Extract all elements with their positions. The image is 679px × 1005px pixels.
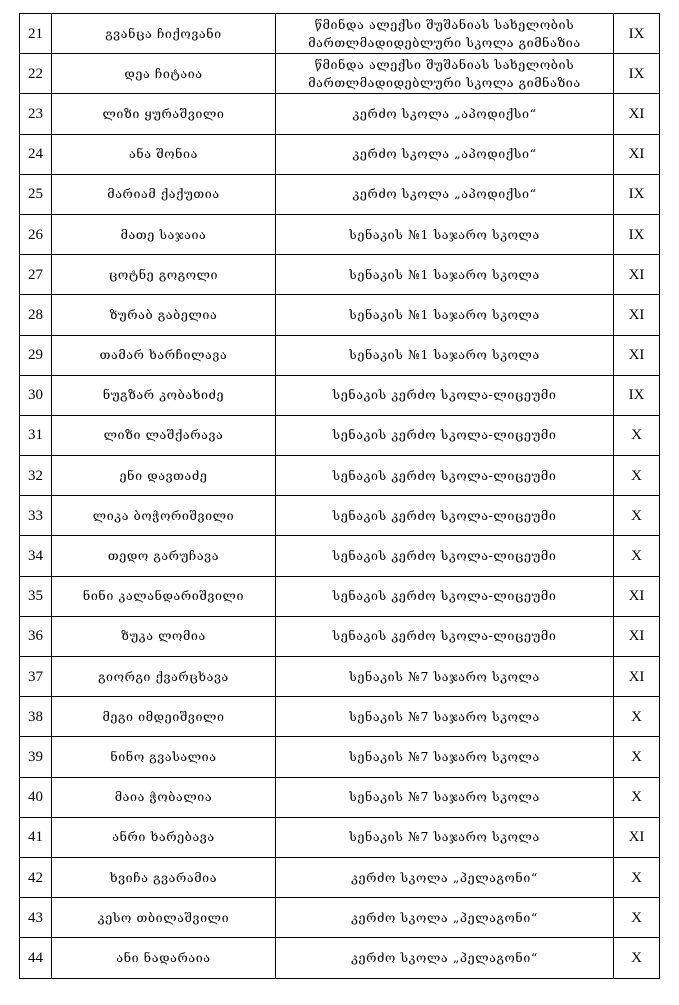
grade-level: XI	[614, 576, 660, 616]
school-name: სენაკის კერძო სკოლა-ლიცეუმი	[276, 496, 614, 536]
school-name: სენაკის კერძო სკოლა-ლიცეუმი	[276, 616, 614, 656]
row-number: 39	[20, 737, 52, 777]
row-number: 42	[20, 857, 52, 897]
table-row	[20, 616, 660, 656]
school-name: კერძო სკოლა „პელაგონი“	[276, 938, 614, 978]
participant-name: ანი ნადარაია	[52, 938, 276, 978]
school-name: კერძო სკოლა „აპოდიქსი“	[276, 134, 614, 174]
row-number: 27	[20, 255, 52, 295]
grade-level: XI	[614, 657, 660, 697]
participant-name: ნუგზარ კობახიძე	[52, 375, 276, 415]
table-row	[20, 295, 660, 335]
participant-name: ენი დავთაძე	[52, 456, 276, 496]
grade-level: X	[614, 898, 660, 938]
table-row	[20, 576, 660, 616]
participant-name: მარიამ ქაქუთია	[52, 174, 276, 214]
table-row	[20, 214, 660, 254]
table-row	[20, 817, 660, 857]
school-name: სენაკის №1 საჯარო სკოლა	[276, 335, 614, 375]
table-row	[20, 857, 660, 897]
school-name: სენაკის №7 საჯარო სკოლა	[276, 697, 614, 737]
grade-level: X	[614, 536, 660, 576]
row-number: 31	[20, 415, 52, 455]
grade-level: XI	[614, 295, 660, 335]
participant-name: ანა შონია	[52, 134, 276, 174]
school-name: წმინდა ალექსი შუშანიას სახელობის მართლმადიდებლური სკოლა გიმნაზია	[276, 14, 614, 54]
participant-name: ლიზი ლაშქარავა	[52, 415, 276, 455]
row-number: 34	[20, 536, 52, 576]
table-row	[20, 496, 660, 536]
table-row	[20, 54, 660, 94]
participant-name: ცოტნე გოგოლი	[52, 255, 276, 295]
participant-name: გვანცა ჩიქოვანი	[52, 14, 276, 54]
grade-level: X	[614, 496, 660, 536]
school-name: სენაკის კერძო სკოლა-ლიცეუმი	[276, 456, 614, 496]
participant-name: ზურაბ გაბელია	[52, 295, 276, 335]
row-number: 43	[20, 898, 52, 938]
grade-level: XI	[614, 94, 660, 134]
participant-name: მეგი იმდეიშვილი	[52, 697, 276, 737]
school-name: სენაკის №1 საჯარო სკოლა	[276, 295, 614, 335]
row-number: 28	[20, 295, 52, 335]
school-name: წმინდა ალექსი შუშანიას სახელობის მართლმადიდებლური სკოლა გიმნაზია	[276, 54, 614, 94]
grade-level: X	[614, 697, 660, 737]
grade-level: XI	[614, 255, 660, 295]
participant-name: მაია ჭობალია	[52, 777, 276, 817]
school-name: სენაკის №7 საჯარო სკოლა	[276, 777, 614, 817]
table-row	[20, 375, 660, 415]
participant-name: გიორგი ქვარცხავა	[52, 657, 276, 697]
table-row	[20, 737, 660, 777]
row-number: 41	[20, 817, 52, 857]
school-name: სენაკის №7 საჯარო სკოლა	[276, 737, 614, 777]
table-row	[20, 255, 660, 295]
row-number: 25	[20, 174, 52, 214]
participant-name: ხვიჩა გვარამია	[52, 857, 276, 897]
row-number: 22	[20, 54, 52, 94]
participant-name: ზუკა ლომია	[52, 616, 276, 656]
school-name: კერძო სკოლა „პელაგონი“	[276, 898, 614, 938]
row-number: 21	[20, 14, 52, 54]
row-number: 36	[20, 616, 52, 656]
table-row	[20, 134, 660, 174]
school-name: კერძო სკოლა „პელაგონი“	[276, 857, 614, 897]
school-name: სენაკის №1 საჯარო სკოლა	[276, 255, 614, 295]
school-name: სენაკის №1 საჯარო სკოლა	[276, 214, 614, 254]
table-row	[20, 335, 660, 375]
grade-level: X	[614, 415, 660, 455]
table-row	[20, 14, 660, 54]
row-number: 38	[20, 697, 52, 737]
table-row	[20, 94, 660, 134]
row-number: 23	[20, 94, 52, 134]
grade-level: XI	[614, 817, 660, 857]
grade-level: IX	[614, 214, 660, 254]
table-row	[20, 456, 660, 496]
school-name: კერძო სკოლა „აპოდიქსი“	[276, 94, 614, 134]
participant-name: თედო გარუჩავა	[52, 536, 276, 576]
school-name: სენაკის კერძო სკოლა-ლიცეუმი	[276, 536, 614, 576]
table-row	[20, 174, 660, 214]
grade-level: X	[614, 777, 660, 817]
grade-level: X	[614, 857, 660, 897]
table-row	[20, 697, 660, 737]
row-number: 29	[20, 335, 52, 375]
participant-name: ლიზი ყურაშვილი	[52, 94, 276, 134]
row-number: 32	[20, 456, 52, 496]
row-number: 33	[20, 496, 52, 536]
table-row	[20, 536, 660, 576]
participant-name: მათე საჯაია	[52, 214, 276, 254]
school-name: სენაკის კერძო სკოლა-ლიცეუმი	[276, 415, 614, 455]
participant-name: ანრი ხარებავა	[52, 817, 276, 857]
school-name: სენაკის №7 საჯარო სკოლა	[276, 817, 614, 857]
row-number: 26	[20, 214, 52, 254]
participants-table	[19, 13, 660, 979]
grade-level: X	[614, 938, 660, 978]
table-row	[20, 898, 660, 938]
grade-level: IX	[614, 54, 660, 94]
participant-name: დეა ჩიტაია	[52, 54, 276, 94]
row-number: 40	[20, 777, 52, 817]
grade-level: X	[614, 737, 660, 777]
grade-level: IX	[614, 174, 660, 214]
row-number: 24	[20, 134, 52, 174]
row-number: 37	[20, 657, 52, 697]
participant-name: ნინო გვასალია	[52, 737, 276, 777]
grade-level: XI	[614, 616, 660, 656]
table-row	[20, 415, 660, 455]
participant-name: თამარ ხარჩილავა	[52, 335, 276, 375]
grade-level: IX	[614, 375, 660, 415]
grade-level: XI	[614, 134, 660, 174]
grade-level: X	[614, 456, 660, 496]
grade-level: XI	[614, 335, 660, 375]
school-name: სენაკის კერძო სკოლა-ლიცეუმი	[276, 576, 614, 616]
row-number: 30	[20, 375, 52, 415]
table-row	[20, 938, 660, 978]
participant-name: ნინი კალანდარიშვილი	[52, 576, 276, 616]
participant-name: ლიკა ბოჭორიშვილი	[52, 496, 276, 536]
school-name: სენაკის კერძო სკოლა-ლიცეუმი	[276, 375, 614, 415]
participant-name: კესო თბილაშვილი	[52, 898, 276, 938]
school-name: კერძო სკოლა „აპოდიქსი“	[276, 174, 614, 214]
participants-table-body	[20, 14, 660, 979]
row-number: 44	[20, 938, 52, 978]
table-row	[20, 777, 660, 817]
school-name: სენაკის №7 საჯარო სკოლა	[276, 657, 614, 697]
table-row	[20, 657, 660, 697]
grade-level: IX	[614, 14, 660, 54]
row-number: 35	[20, 576, 52, 616]
